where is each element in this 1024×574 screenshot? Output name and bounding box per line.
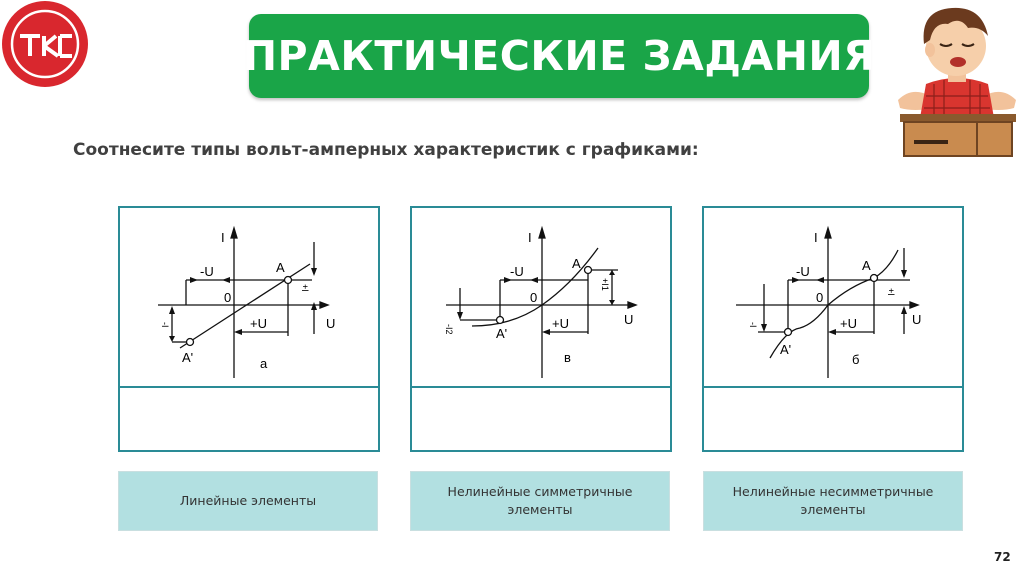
symmetric-nonlinear-vac-graph: [412, 208, 670, 386]
task-instruction: Соотнесите типы вольт-амперных характеристик с графиками:: [73, 140, 699, 160]
point-a-prime-label: A': [496, 326, 508, 341]
graph-panel: [704, 208, 962, 388]
point-a-marker: [285, 277, 292, 284]
point-a-prime-label: A': [780, 342, 792, 357]
graph-card-b: [702, 206, 964, 452]
graph-panel: [120, 208, 378, 388]
graph-panel: [412, 208, 670, 388]
axis-i-label: I: [814, 230, 818, 245]
minus-i-label: -I: [748, 322, 758, 328]
plus-u-label: +U: [552, 316, 569, 331]
graph-card-v: [410, 206, 672, 452]
minus-u-label: -U: [796, 264, 810, 279]
plus-i-label: +I: [300, 284, 310, 292]
origin-label: 0: [530, 290, 538, 305]
plus-i-label: +I1: [600, 278, 610, 291]
axis-i-label: I: [528, 230, 532, 245]
point-a-label: A: [276, 260, 285, 275]
minus-u-label: -U: [200, 264, 214, 279]
point-a-marker: [585, 267, 592, 274]
point-a-label: A: [862, 258, 871, 273]
graph-caption: а: [260, 356, 268, 371]
axis-u-label: U: [624, 312, 634, 327]
label-linear-elements[interactable]: Линейные элементы: [118, 471, 378, 531]
answer-dropzone[interactable]: [120, 388, 378, 450]
answer-dropzone[interactable]: [704, 388, 962, 450]
label-asymmetric-nonlinear-elements[interactable]: Нелинейные несимметричные элементы: [703, 471, 963, 531]
minus-i-label: -I: [160, 322, 170, 328]
page-number: 72: [994, 550, 1011, 564]
axis-u-label: U: [326, 316, 336, 331]
plus-u-label: +U: [840, 316, 857, 331]
answer-dropzone[interactable]: [412, 388, 670, 450]
page-title: ПРАКТИЧЕСКИЕ ЗАДАНИЯ: [242, 32, 876, 80]
graph-caption: б: [852, 352, 860, 367]
plus-i-label: +I: [886, 288, 896, 296]
origin-label: 0: [224, 290, 232, 305]
point-a-prime-marker: [497, 317, 504, 324]
axis-i-label: I: [221, 230, 225, 245]
point-a-marker: [871, 275, 878, 282]
minus-i-label: -I2: [444, 324, 454, 335]
label-symmetric-nonlinear-elements[interactable]: Нелинейные симметричные элементы: [410, 471, 670, 531]
minus-u-label: -U: [510, 264, 524, 279]
asymmetric-nonlinear-vac-graph: [704, 208, 962, 386]
graph-card-a: [118, 206, 380, 452]
college-logo-icon: [0, 0, 88, 88]
point-a-prime-label: A': [182, 350, 194, 365]
teacher-illustration-icon: [890, 0, 1024, 160]
graph-caption: в: [564, 350, 571, 365]
plus-u-label: +U: [250, 316, 267, 331]
point-a-label: A: [572, 256, 581, 271]
point-a-prime-marker: [785, 329, 792, 336]
point-a-prime-marker: [187, 339, 194, 346]
axis-u-label: U: [912, 312, 922, 327]
linear-vac-graph: [120, 208, 378, 386]
origin-label: 0: [816, 290, 824, 305]
title-banner: [242, 14, 876, 98]
